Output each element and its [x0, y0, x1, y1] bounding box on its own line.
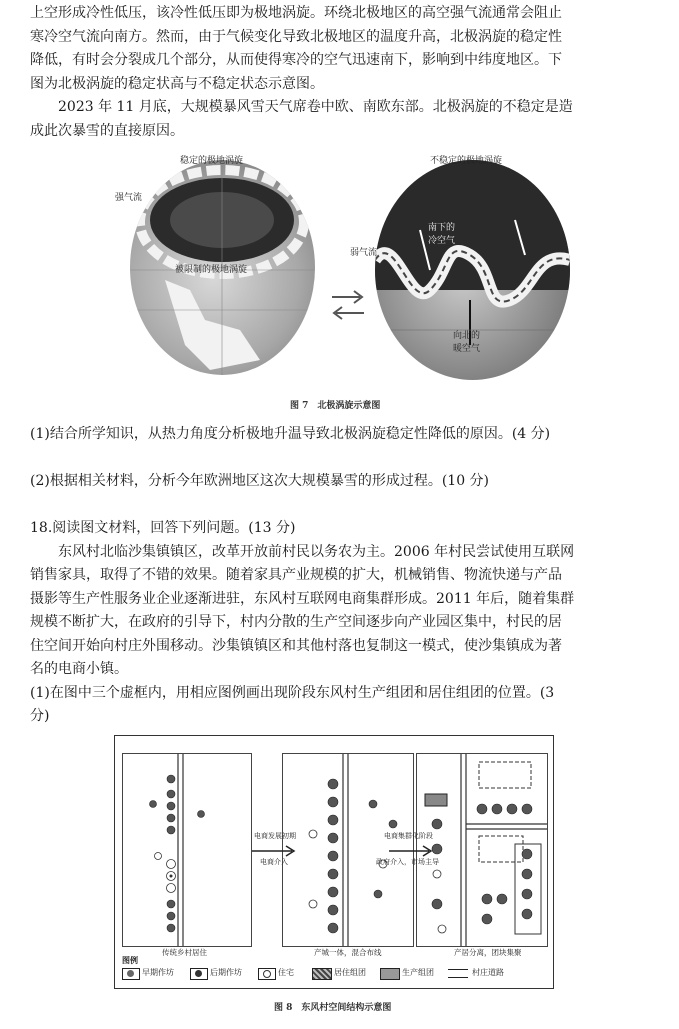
arrow-1-bottom-label: 电商介入 [260, 858, 288, 866]
figure-8 [114, 735, 556, 1015]
legend-early-workshop: 早期作坊 [142, 968, 174, 977]
intro-line-3: 降低，有时会分裂成几个部分，从而使得寒冷的空气迅速南下，影响到中纬度地区。下 [30, 52, 562, 68]
early-workshop-legend-icon [122, 968, 140, 980]
village-road-legend-icon [448, 969, 468, 978]
figure-7-caption: 图 7 北极涡旋示意图 [290, 401, 381, 411]
para2-line-1: 2023 年 11 月底，大规模暴风雪天气席卷中欧、南欧东部。北极涡旋的不稳定是造 [58, 99, 573, 115]
legend-village-road: 村庄道路 [472, 968, 504, 977]
legend-late-workshop: 后期作坊 [210, 968, 242, 977]
q18-line-4: 规模不断扩大，在政府的引导下，村内分散的生产空间逐步向产业园区集中，村民的居 [30, 614, 562, 630]
legend-residence: 住宅 [278, 968, 294, 977]
production-cluster-legend-icon [380, 968, 400, 980]
arrow-2-bottom-label: 政府介入，市场主导 [376, 858, 439, 866]
legend-residential-cluster: 居住组团 [334, 968, 366, 977]
q18-block [30, 517, 662, 729]
figure-8-caption: 图 8 东风村空间结构示意图 [274, 1003, 392, 1013]
panel-separated [416, 753, 548, 947]
q18-line-5: 住空间开始向村庄外围移动。沙集镇镇区和其他村落也复制这一模式，使沙集镇成为著 [30, 637, 562, 654]
arrow-1-icon [252, 845, 298, 857]
q18-question-1-line-2: 分) [30, 708, 50, 724]
stable-vortex-title: 稳定的极地涡旋 [180, 156, 244, 166]
q18-question-1-line-1: (1)在图中三个虚框内，用相应图例画出现阶段东风村生产组团和居住组团的位置。(3 [30, 684, 555, 701]
late-workshop-legend-icon [190, 968, 208, 980]
confined-vortex-label: 被限制的极地涡旋 [175, 265, 248, 275]
intro-paragraph [30, 2, 662, 143]
figure-7 [110, 150, 580, 415]
q17-sub1: (1)结合所学知识，从热力角度分析极地升温导致北极涡旋稳定性降低的原因。(4 分) [30, 426, 551, 442]
panel-traditional-drawing [123, 754, 251, 946]
para2-line-2: 成此次暴雪的直接原因。 [30, 122, 184, 139]
exchange-arrows-icon [328, 285, 368, 325]
legend-row [122, 967, 552, 981]
panel-1-caption: 传统乡村居住 [162, 948, 207, 957]
legend-production-cluster: 生产组团 [402, 968, 434, 977]
residential-cluster-legend-icon [312, 968, 332, 980]
arrow-1-top-label: 电商发展初期 [254, 832, 296, 840]
q18-line-2: 销售家具，取得了不错的效果。随着家具产业规模的扩大，机械销售、物流快递与产品 [30, 567, 562, 583]
panel-2-caption: 产城一体，混合布线 [314, 948, 382, 957]
intro-line-4: 图为北极涡旋的稳定状高与不稳定状态示意图。 [30, 75, 324, 92]
residence-legend-icon [258, 968, 276, 980]
strong-jet-label: 强气流 [115, 193, 143, 203]
intro-line-1: 上空形成冷性低压，该冷性低压即为极地涡旋。环绕北极地区的高空强气流通常会阻止 [30, 5, 562, 21]
legend-title: 图例 [122, 955, 138, 965]
warm-air-label: 向北的暖空气 [453, 331, 481, 354]
q18-line-1: 东风村北临沙集镇镇区，改革开放前村民以务农为主。2006 年村民尝试使用互联网 [58, 543, 575, 560]
q18-line-6: 名的电商小镇。 [30, 661, 128, 677]
cold-air-label: 南下的冷空气 [428, 223, 456, 246]
q18-header: 18.阅读图文材料，回答下列问题。(13 分) [30, 520, 296, 536]
panel-separated-drawing [417, 754, 547, 946]
arrow-2-icon [389, 845, 435, 857]
intro-line-2: 寒冷空气流向南方。然而，由于气候变化导致北极地区的温度升高，北极涡旋的稳定性 [30, 28, 562, 45]
weak-jet-label: 弱气流 [350, 248, 378, 258]
panel-3-caption: 产居分离，团块集聚 [454, 948, 522, 957]
q18-line-3: 摄影等生产性服务业企业逐渐进驻，东风村互联网电商集群形成。2011 年后，随着集群 [30, 590, 575, 607]
arrow-2-top-label: 电商集群化阶段 [384, 832, 433, 840]
unstable-vortex-title: 不稳定的极地涡旋 [430, 156, 503, 166]
q17-sub2: (2)根据相关材料，分析今年欧洲地区这次大规模暴雪的形成过程。(10 分) [30, 473, 490, 489]
panel-traditional [122, 753, 252, 947]
